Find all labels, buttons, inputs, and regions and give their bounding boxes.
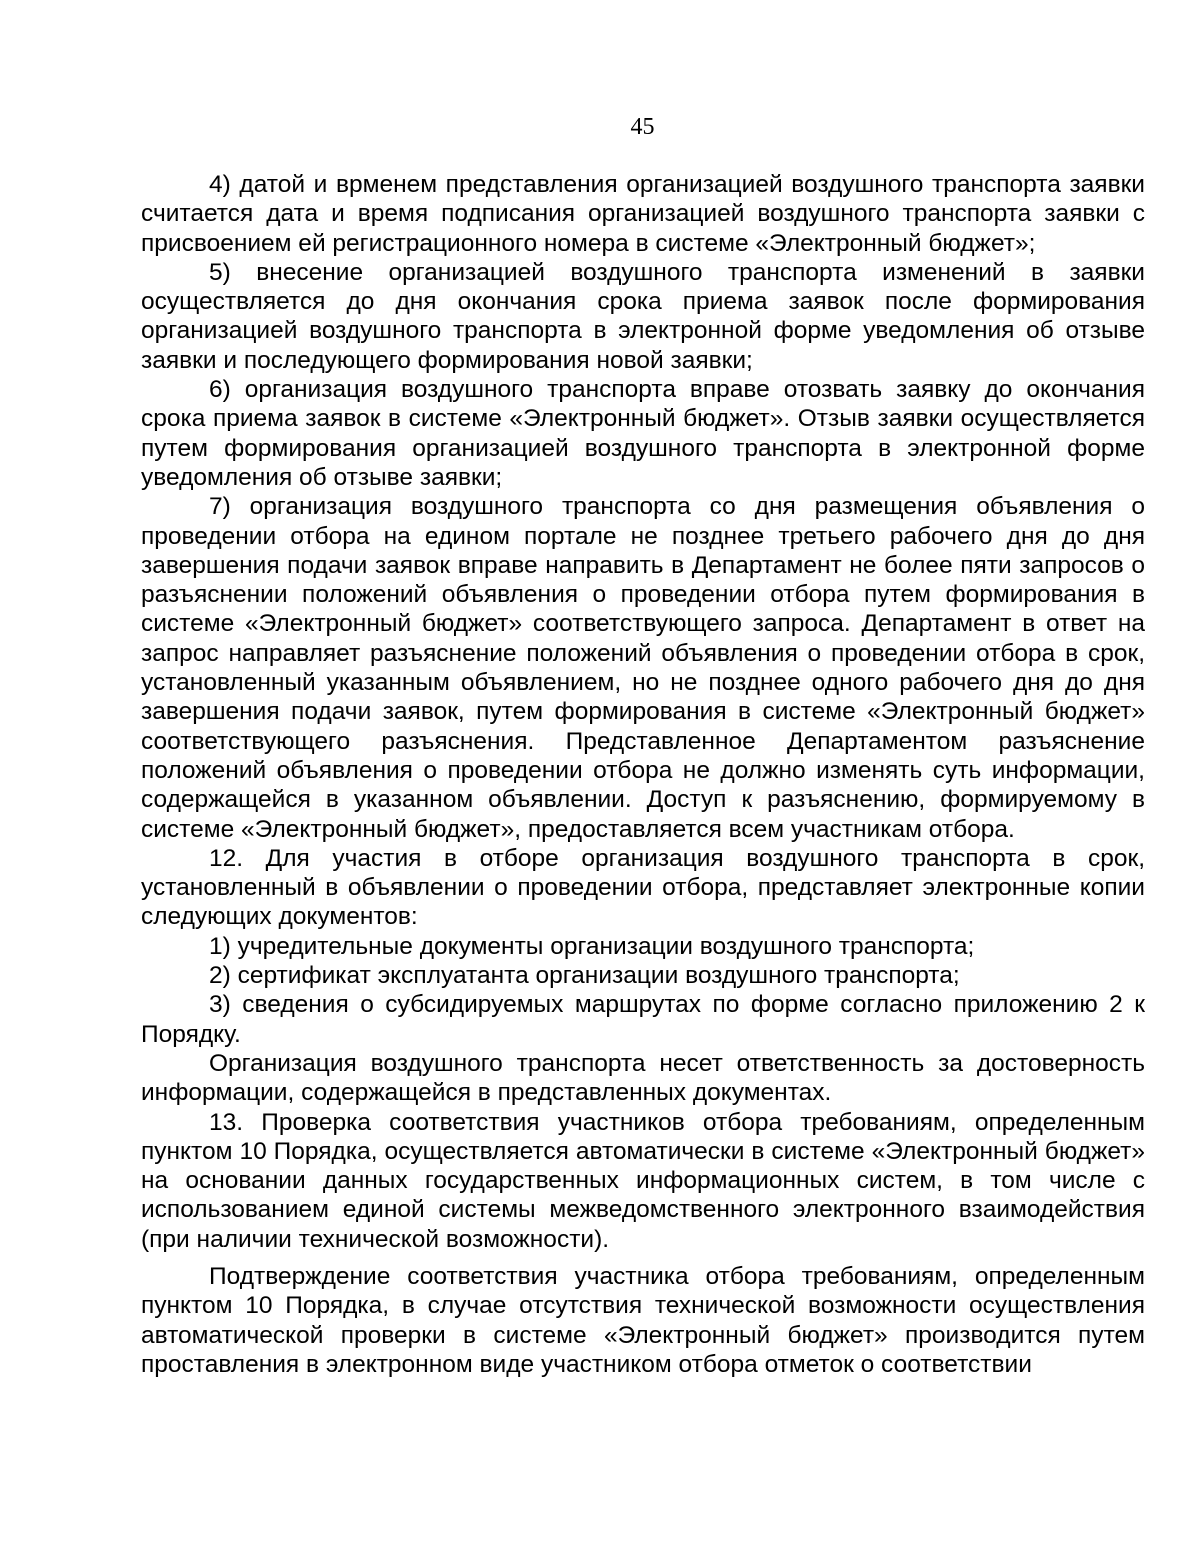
document-body	[141, 170, 1145, 1379]
paragraph-responsibility: Организация воздушного транспорта несет ответственность за достоверность информации, содержащейся в представленных документах.	[141, 1049, 1145, 1107]
paragraph-item-5: 5) внесение организацией воздушного транспорта изменений в заявки осуществляется до дня окончания срока приема заявок после формирования организацией воздушного транспорта в электронной форме уведомления об отзыве заявки и последующего формирования новой заявки;	[141, 258, 1145, 374]
paragraph-document-3: 3) сведения о субсидируемых маршрутах по форме согласно приложению 2 к Порядку.	[141, 991, 1145, 1048]
paragraph-item-7: 7) организация воздушного транспорта со дня размещения объявления о проведении отбора на едином портале не позднее третьего рабочего дня до дня завершения подачи заявок вправе направить в Департамент не более пяти запросов о разъяснении положений объявления о проведении отбора путем формирования в системе «Электронный бюджет» соответствующего запроса. Департамент в ответ на запрос направляет разъяснение положений объявления о проведении отбора в срок, установленный указанным объявлением, но не позднее одного рабочего дня до дня завершения подачи заявок, путем формирования в системе «Электронный бюджет» соответствующего разъяснения. Представленное Департаментом разъяснение положений объявления о проведении отбора не должно изменять суть информации, содержащейся в указанном объявлении. Доступ к разъяснению, формируемому в системе «Электронный бюджет», предоставляется всем участникам отбора.	[141, 493, 1145, 843]
paragraph-confirmation: Подтверждение соответствия участника отбора требованиям, определенным пунктом 10 Порядка, в случае отсутствия технической возможности осуществления автоматической проверки в системе «Электронный бюджет» производится путем проставления в электронном виде участником отбора отметок о соответствии	[141, 1262, 1145, 1378]
paragraph-document-2: 2) сертификат эксплуатанта организации воздушного транспорта;	[209, 962, 960, 990]
paragraph-item-4: 4) датой и врменем представления организацией воздушного транспорта заявки считается дата и время подписания организацией воздушного транспорта заявки с присвоением ей регистрационного номера в системе «Электронный бюджет»;	[141, 171, 1145, 257]
paragraph-item-6: 6) организация воздушного транспорта вправе отозвать заявку до окончания срока приема заявок в системе «Электронный бюджет». Отзыв заявки осуществляется путем формирования организацией воздушного транспорта в электронной форме уведомления об отзыве заявки;	[141, 376, 1145, 491]
paragraph-clause-12: 12. Для участия в отборе организация воздушного транспорта в срок, установленный в объявлении о проведении отбора, представляет электронные копии следующих документов:	[141, 844, 1145, 931]
page-number: 45	[630, 114, 655, 140]
paragraph-document-1: 1) учредительные документы организации воздушного транспорта;	[209, 932, 975, 960]
paragraph-clause-13: 13. Проверка соответствия участников отбора требованиям, определенным пунктом 10 Порядка, осуществляется автоматически в системе «Электронный бюджет» на основании данных государственных информационных систем, в том числе с использованием единой системы межведомственного электронного взаимодействия (при наличии технической возможности).	[141, 1108, 1145, 1253]
